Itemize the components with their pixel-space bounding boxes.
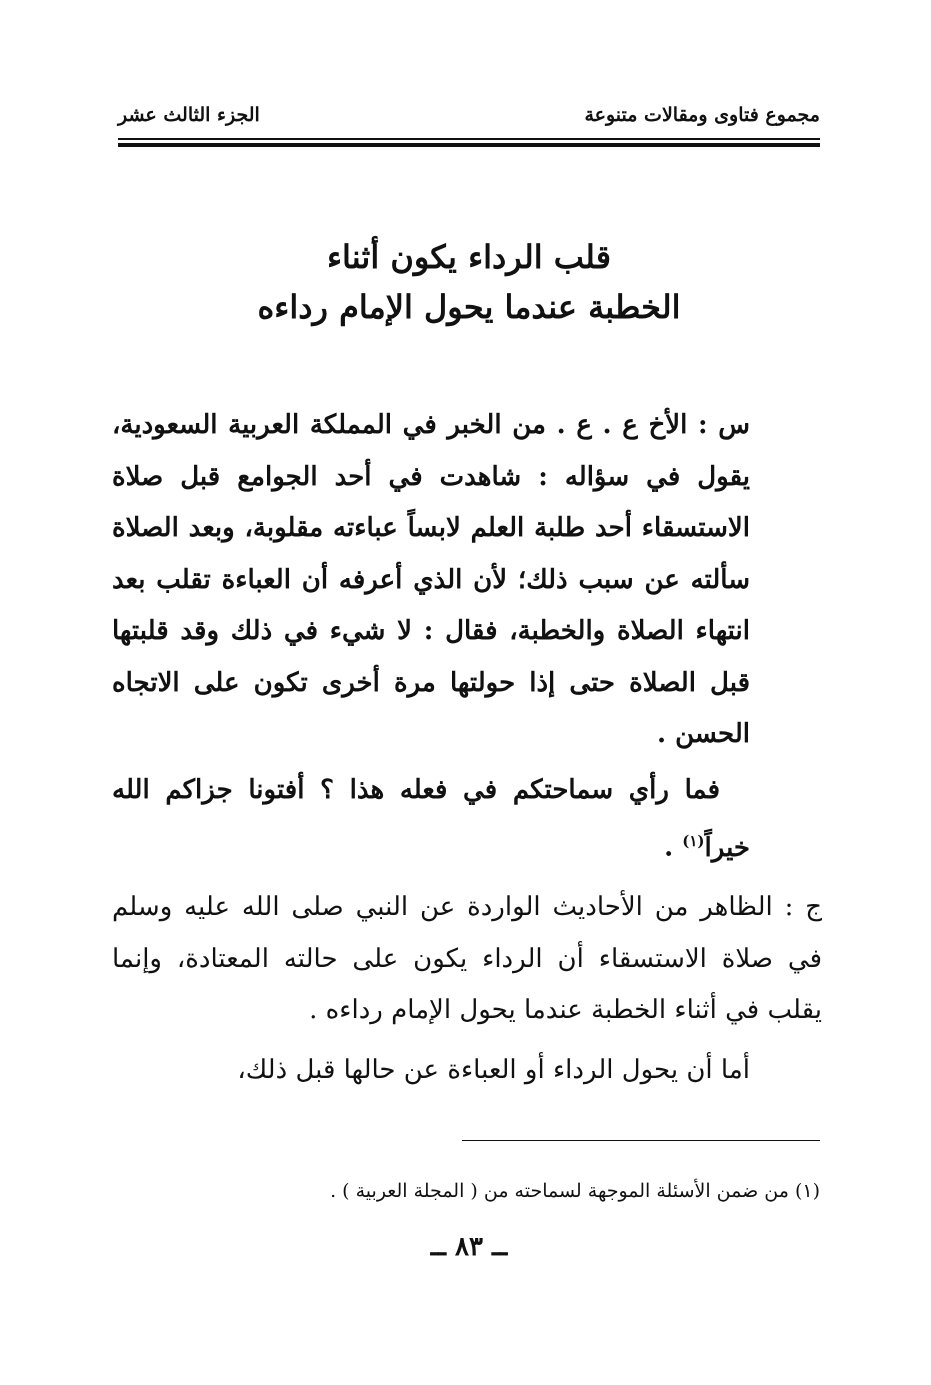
followup-text: فما رأي سماحتكم في فعله هذا ؟ أفتونا جزاكم الله خيراً <box>112 774 750 863</box>
header-rule-thin <box>118 138 820 140</box>
book-title: مجموع فتاوى ومقالات متنوعة <box>584 104 820 126</box>
question-paragraph: س : الأخ ع . ع . من الخبر في المملكة العربية السعودية، يقول في سؤاله : شاهدت في أحد الجوامع قبل صلاة الاستسقاء أحد طلبة العلم لابساً عباءته مقلوبة، وبعد الصلاة سألته عن سبب ذلك؛ لأن الذي أعرفه أن العباءة تقلب بعد انتهاء الصلاة والخطبة، فقال : لا شيء في ذلك وقد قلبتها قبل الصلاة حتى إذا حولتها مرة أخرى تكون على الاتجاه الحسن . <box>112 410 750 749</box>
answer-paragraph: ج : الظاهر من الأحاديث الواردة عن النبي صلى الله عليه وسلم في صلاة الاستسقاء أن الرداء يكون على حالته المعتادة، وإنما يقلب في أثناء الخطبة عندما يحول الإمام رداءه . <box>112 892 822 1026</box>
running-header <box>118 100 820 132</box>
article-title <box>118 232 820 332</box>
volume-label: الجزء الثالث عشر <box>118 104 260 126</box>
question-followup <box>112 765 822 875</box>
header-rule-thick <box>118 143 820 147</box>
answer-continuation: أما أن يحول الرداء أو العباءة عن حالها قبل ذلك، <box>237 1054 750 1085</box>
footnote-separator <box>462 1140 820 1141</box>
page-number: ــ ٨٣ ــ <box>430 1232 508 1262</box>
followup-end: . <box>664 832 674 863</box>
footnote: (١) من ضمن الأسئلة الموجهة لسماحته من ( المجلة العربية ) . <box>330 1180 820 1202</box>
article-body <box>112 400 822 1096</box>
title-line-2: الخطبة عندما يحول الإمام رداءه <box>257 288 681 326</box>
title-line-1: قلب الرداء يكون أثناء <box>326 238 612 276</box>
footnote-reference[interactable]: (١) <box>682 832 705 850</box>
